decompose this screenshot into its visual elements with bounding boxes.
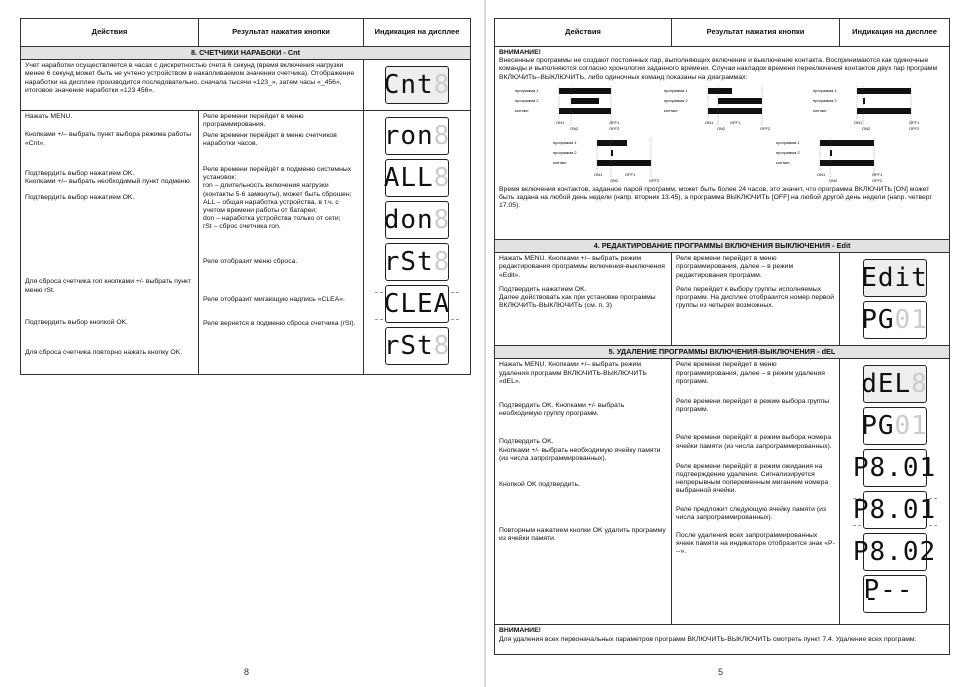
result-3-don: don – наработка устройства только от сети; [203, 215, 341, 223]
s4-action-1: Нажать MENU. Кнопками +/– выбрать режим редактирования программы включения-выключения «Edit». [499, 255, 665, 279]
action-3: Подтвердить выбор нажатием OK. [25, 169, 135, 177]
label-off2: OFF2 [609, 125, 620, 131]
display-don: don 8 [385, 201, 449, 239]
display-edit [863, 259, 927, 297]
s5-result-1: Реле времени перейдет в меню программирования, далее – в режим удаления программ. [676, 361, 825, 385]
display-text: PG [861, 305, 895, 336]
left-table [20, 18, 471, 375]
result-4: Реле отобразит меню сброса. [203, 257, 298, 265]
diagram-2 [662, 84, 782, 132]
s5-action-4: Кнопками +/- выбрать необходимую ячейку памяти (из числа запрограммированных). [499, 446, 661, 462]
display-text: Cnt [383, 70, 434, 101]
label-on1: ON1 [816, 171, 825, 177]
warning-2-title: ВНИМАНИЕ! [499, 627, 541, 635]
display-text: Edit [861, 263, 928, 294]
s5-result-2: Реле времени перейдет в режим выбора группы программ. [676, 398, 830, 414]
label-program-2: программа 2 [515, 97, 539, 103]
s5-result-3: Реле времени перейдёт в режим выбора номера ячейки памяти (из числа запрограммированных). [676, 434, 832, 450]
s5-action-3: Подтвердить OK. [499, 438, 554, 446]
label-contact: контакт [812, 107, 827, 113]
label-on2: ON2 [828, 177, 837, 183]
s4-result-2: Реле перейдет к выбору группы исполняемых программ. На дисплее отобразится номер первой группы из четырех возможных. [676, 285, 834, 310]
label-program-2: программа 2 [812, 97, 837, 103]
display-del: dEL 8 [863, 365, 927, 403]
diagram-3 [811, 84, 931, 132]
bar-program-2 [718, 98, 762, 104]
result-3-rst: rSt – сброс счетчика ron. [203, 223, 281, 231]
col-display-header: Индикация на дисплее [840, 19, 950, 47]
display-rst-return: rSt 8 [385, 327, 449, 365]
display-cell [852, 449, 937, 487]
action-1: Нажать MENU. [25, 113, 73, 121]
label-program-1: программа 1 [812, 87, 837, 93]
display-text: P8.01 [852, 495, 937, 526]
label-program-1: программа 1 [515, 87, 539, 93]
s4-action-2: Подтвердить нажатием OK. [499, 285, 587, 293]
display-number: 01 [894, 305, 928, 336]
s4-action-3: Далее действовать как при установке программы ВКЛЮЧИТЬ-ВЫКЛЮЧИТЬ (см. п. 3) [499, 294, 656, 310]
display-cell-flashing [852, 491, 937, 529]
display-text: PG [861, 411, 895, 442]
counter-intro: Учет наработки осуществляется в часах с дискретностью счета 6 секунд (время включения нагрузки менее 6 секунд может быть не учтено устройством в накапливаемом значении счетчика). Отображение наработки на дисплее производится последовательно, сначала тысячи «123_», затем часы «_456», итоговое значение наработки «123 456». [21, 60, 364, 111]
overlap-diagrams [499, 82, 945, 186]
action-7: Подтвердить выбор кнопкой OK. [25, 318, 129, 326]
note-text: Время включения контактов, заданное парой программ, может быть более 24 часов, это значит, что программа ВКЛЮЧИТЬ [ON] может быть задана на любой день недели (напр. вторник 13.45), а программа ВЫКЛЮЧИТЬ [OFF] на любой другой день недели (напр. четверг 17.05). [499, 185, 933, 210]
bar-program-1 [820, 140, 874, 146]
col-result-header: Результат нажатия кнопки [199, 19, 364, 47]
display-clea-flashing [385, 285, 449, 323]
label-program-2: программа 2 [775, 149, 800, 155]
right-page [486, 0, 970, 687]
result-3: Реле времени перейдёт в подменю системных установок: [203, 166, 352, 182]
display-text: P8.02 [852, 537, 937, 568]
warning-2-text: Для удаления всех первоначальных параметров программ ВКЛЮЧИТЬ-ВЫКЛЮЧИТЬ смотреть пункт 7.4. Удаление всех программ. [499, 635, 917, 643]
action-6: Для сброса счетчика ron кнопками +/- выбрать пункт меню rSt. [25, 278, 192, 294]
warning-text: Внесенные программы не создают постоянных пар, выполняющих включение и выключение контакта. Воспринимаются как одиночные команды и выполняются согласно хронологии заданного времени. Случаи накладок времени переключения контактов двух пар программ ВКЛЮЧИТЬ–ВЫКЛЮЧИТЬ, либо одиночных команд показаны на диаграммах: [499, 57, 938, 81]
display-ron: ron 8 [385, 117, 449, 155]
label-off1: OFF1 [624, 171, 635, 177]
col-actions-header: Действия [21, 19, 199, 47]
result-5: Реле отобразит мигающую надпись «CLEA». [203, 295, 345, 303]
bar-contact [857, 108, 911, 114]
display-number: 01 [894, 411, 928, 442]
s5-action-1: Нажать MENU. Кнопками +/– выбрать режим удаления программ ВКЛЮЧИТЬ-ВЫКЛЮЧИТЬ «dEL». [499, 361, 647, 385]
bar-contact [559, 108, 611, 114]
result-2: Реле времени перейдет в меню счетчиков наработки часов. [203, 131, 337, 147]
bar-program-1 [597, 140, 627, 146]
display-pg [863, 301, 927, 339]
s4-result-1: Реле времени перейдет в меню программирования, далее – в режим редактирования программ. [676, 255, 794, 279]
s5-result-6: После удаления всех запрограммированных ячеек памяти на индикаторе отобразится знак «P---». [676, 532, 835, 556]
label-on1: ON1 [853, 119, 862, 125]
result-3-ron: ron – длительность включения нагрузки (контакты 5-6 замкнуты), может быть сброшен; [203, 182, 352, 198]
display-all: ALL 8 [385, 159, 449, 197]
display-text: rSt [383, 331, 434, 362]
label-program-2: программа 2 [552, 149, 577, 155]
label-off2: OFF2 [871, 177, 882, 183]
display-text: dEL [861, 369, 912, 400]
display-rst: rSt 8 [385, 243, 449, 281]
label-program-1: программа 1 [663, 87, 688, 93]
s5-action-5: Кнопкой OK подтвердить. [499, 481, 581, 489]
label-on2: ON2 [861, 125, 870, 131]
label-program-2: программа 2 [663, 97, 688, 103]
display-empty [863, 575, 927, 613]
result-1: Реле времени перейдет в меню программирования. [203, 113, 304, 129]
bar-program-1 [708, 88, 732, 94]
action-5: Подтвердить выбор нажатием OK. [25, 194, 135, 202]
col-result-header: Результат нажатия кнопки [672, 19, 840, 47]
bar-program-2 [611, 150, 613, 156]
section-4-title: 4. РЕДАКТИРОВАНИЕ ПРОГРАММЫ ВКЛЮЧЕНИЯ ВЫКЛЮЧЕНИЯ - Edit [495, 240, 950, 253]
diagram-4 [551, 136, 671, 184]
label-contact: контакт [775, 159, 790, 165]
col-actions-header: Действия [495, 19, 672, 47]
action-2: Кнопками +/– выбрать пункт выбора режима работы «Cnt». [25, 131, 192, 147]
col-display-header: Индикация на дисплее [364, 19, 471, 47]
display-next-cell [852, 533, 937, 571]
label-program-1: программа 1 [552, 139, 577, 145]
page-number: 5 [718, 667, 724, 677]
label-on2: ON2 [570, 125, 579, 131]
label-contact: контакт [552, 159, 567, 165]
bar-contact [820, 160, 874, 166]
bar-program-2 [863, 98, 865, 104]
display-text: rSt [383, 247, 434, 278]
label-contact: контакт [663, 107, 678, 113]
action-8: Для сброса счетчика повторно нажать кнопку OK. [25, 349, 183, 357]
label-off1: OFF1 [908, 119, 919, 125]
display-cnt: Cnt 8 [385, 66, 449, 104]
s5-result-4: Реле времени перейдёт в режим ожидания на подтверждение удаления. Сигнализируется непрерывным попеременным миганием номера выбранной ячейки. [676, 462, 829, 495]
label-on1: ON1 [593, 171, 602, 177]
bar-program-2 [571, 98, 599, 104]
label-program-1: программа 1 [775, 139, 800, 145]
diagram-5 [774, 136, 894, 184]
display-text: CLEA [383, 289, 451, 320]
display-pg-group [863, 407, 927, 445]
diagram-1 [513, 84, 633, 132]
warning-title: ВНИМАНИЕ! [499, 49, 541, 56]
s5-action-2: Подтвердить OK. Кнопками +/- выбрать необходимую группу программ. [499, 402, 625, 418]
bar-contact [708, 108, 762, 114]
page-number: 8 [244, 667, 250, 677]
display-text: P--- [863, 575, 914, 614]
bar-contact [597, 160, 651, 166]
s5-result-5: Реле предложит следующую ячейку памяти (из числа запрограммированных). [676, 505, 827, 521]
s5-action-6: Повторным нажатием кнопки OK удалить программу из ячейки памяти. [499, 527, 666, 543]
label-off1: OFF1 [609, 119, 620, 125]
bar-program-1 [559, 88, 611, 94]
label-off2: OFF2 [759, 125, 771, 131]
label-contact: контакт [515, 107, 530, 113]
result-6: Реле вернется в подменю сброса счетчика (rSt). [203, 320, 356, 328]
display-text: ron [383, 121, 434, 152]
label-off1: OFF1 [871, 171, 882, 177]
action-4: Кнопками +/– выбрать необходимый пункт подменю. [25, 178, 192, 186]
label-on2: ON2 [609, 177, 618, 183]
section-8-title: 8. СЧЕТЧИКИ НАРАБОКИ - Cnt [21, 47, 471, 60]
section-5-title: 5. УДАЛЕНИЕ ПРОГРАММЫ ВКЛЮЧЕНИЯ-ВЫКЛЮЧЕНИЯ - dEL [495, 346, 950, 359]
label-on2: ON2 [716, 125, 726, 131]
label-off2: OFF2 [648, 177, 659, 183]
bar-program-2 [830, 150, 832, 156]
label-off1: OFF1 [729, 119, 741, 125]
label-on1: ON1 [704, 119, 714, 125]
left-page [0, 0, 484, 687]
label-off2: OFF2 [908, 125, 919, 131]
label-on1: ON1 [556, 119, 565, 125]
display-text: don [383, 205, 434, 236]
display-text: P8.01 [852, 453, 937, 484]
display-text: ALL [383, 163, 434, 194]
bar-program-1 [857, 88, 911, 94]
result-3-all: ALL – общая наработка устройства, в т.ч. с учетом времени работы от батареи; [203, 198, 339, 215]
right-table [494, 18, 950, 655]
